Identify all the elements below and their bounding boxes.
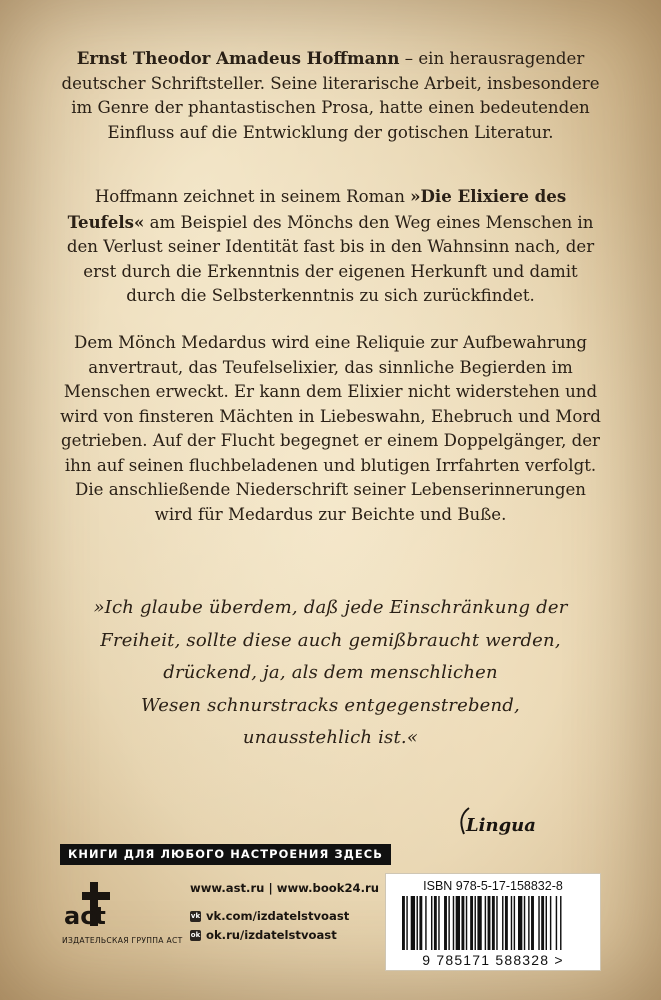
barcode-digits: 9 785171 588328 > bbox=[422, 952, 564, 968]
quote-block bbox=[70, 592, 591, 755]
vk-link[interactable] bbox=[190, 909, 379, 923]
vk-link-text: vk.com/izdatelstvoast bbox=[206, 909, 350, 923]
quote-line: Freiheit, sollte diese auch gemißbraucht werden, bbox=[100, 629, 561, 651]
ast-logo-text: act bbox=[64, 902, 106, 930]
novel-summary: am Beispiel des Mönchs den Weg eines Menschen in den Verlust seiner Identität fast bis in den Wahnsinn nach, der erst durch die Erkenntnis der eigenen Herkunft und damit durch die Selbsterkenntnis zu sich zurückfindet. bbox=[66, 212, 595, 305]
ok-link[interactable] bbox=[190, 928, 379, 942]
author-name: Ernst Theodor Amadeus Hoffmann bbox=[76, 48, 400, 68]
author-paragraph bbox=[60, 46, 601, 145]
novel-intro: Hoffmann zeichnet in seinem Roman bbox=[94, 187, 411, 206]
author-description: – ein herausragender deutscher Schriftsteller. Seine literarische Arbeit, insbesondere im Genre der phantastischen Prosa, hatte einen bedeutenden Einfluss auf die Entwicklung der gotischen Literatur. bbox=[61, 49, 600, 142]
plot-text: Dem Mönch Medardus wird eine Reliquie zur Aufbewahrung anvertraut, das Teufelselixier, das sinnliche Begierden im Menschen erweckt. Er kann dem Elixier nicht widerstehen und wird von finsteren Mächten in Liebeswahn, Ehebruch und Mord getrieben. Auf der Flucht begegnet er einem Doppelgänger, der ihn auf seinen fluchbeladenen und blutigen Irrfahrten verfolgt. Die anschließende Niederschrift seiner Lebenserinnerungen wird für Medardus zur Beichte und Buße. bbox=[60, 333, 601, 524]
novel-title: »Die Elixiere des Teufels« bbox=[67, 186, 567, 232]
publisher-links bbox=[190, 881, 379, 947]
websites-text[interactable]: www.ast.ru | www.book24.ru bbox=[190, 881, 379, 895]
quote-line: drückend, ja, als dem menschlichen bbox=[163, 662, 498, 683]
slogan-banner: КНИГИ ДЛЯ ЛЮБОГО НАСТРОЕНИЯ ЗДЕСЬ bbox=[60, 844, 391, 865]
publisher-caption: ИЗДАТЕЛЬСКАЯ ГРУППА АСТ bbox=[62, 936, 183, 945]
plot-paragraph bbox=[60, 331, 601, 527]
ok-link-text: ok.ru/izdatelstvoast bbox=[206, 928, 337, 942]
quote-line: »Ich glaube überdem, daß jede Einschränkung der bbox=[93, 597, 568, 618]
isbn-label: ISBN 978-5-17-158832-8 bbox=[423, 879, 563, 893]
quote-line: unausstehlich ist.« bbox=[242, 727, 419, 748]
quote-line: Wesen schnurstracks entgegenstrebend, bbox=[141, 694, 520, 716]
ok-icon: ok bbox=[190, 930, 201, 939]
ast-logo-icon bbox=[62, 874, 126, 932]
novel-paragraph bbox=[60, 184, 601, 309]
lingua-logo: Lingua bbox=[466, 815, 536, 836]
vk-icon: vk bbox=[190, 911, 201, 920]
isbn-barcode-box bbox=[385, 873, 601, 971]
barcode-graphic bbox=[396, 896, 590, 952]
